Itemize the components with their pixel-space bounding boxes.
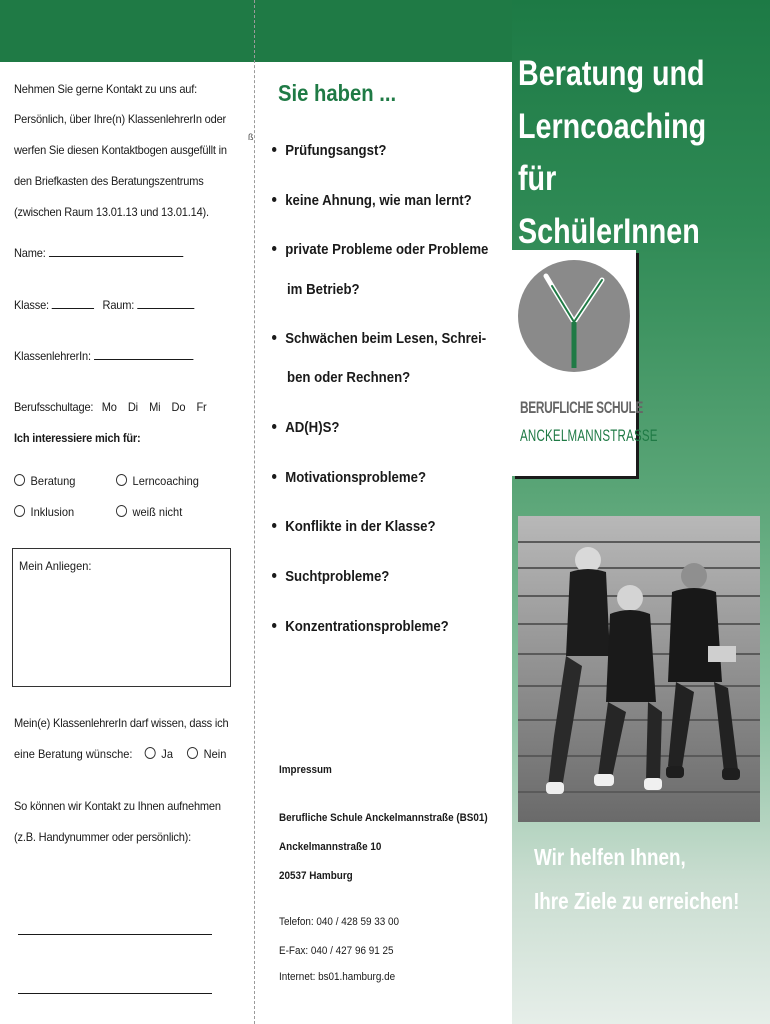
option-lerncoaching[interactable] (116, 474, 199, 488)
bullet-continuation: im Betrieb? (287, 281, 360, 298)
teacher-consent-line-1: Mein(e) KlassenlehrerIn darf wissen, dass ich (14, 716, 229, 730)
interest-label: Ich interessiere mich für: (14, 431, 141, 445)
bullet-dot (272, 573, 276, 578)
berufsschultage-label: Berufsschultage: (14, 400, 94, 414)
intro-line-3: werfen Sie diesen Kontaktbogen ausgefüllt in (14, 143, 227, 157)
day-mo[interactable]: Mo (101, 400, 117, 414)
cover-panel (512, 0, 770, 1024)
impressum-street: Anckelmannstraße 10 (279, 841, 382, 853)
klasse-field[interactable] (52, 299, 94, 309)
bullet-dot (272, 474, 276, 479)
stray-mark: ß (248, 132, 254, 142)
slogan-line-1: Wir helfen Ihnen, (534, 844, 686, 870)
option-weiss-nicht-label: weiß nicht (132, 505, 183, 519)
bullet-dot (272, 424, 276, 429)
impressum-fax: E-Fax: 040 / 427 96 91 25 (279, 945, 394, 957)
impressum-city: 20537 Hamburg (279, 870, 353, 882)
radio-ja[interactable] (145, 747, 156, 759)
berufsschultage-row (14, 400, 207, 414)
day-fr[interactable]: Fr (196, 400, 207, 414)
intro-line-4: den Briefkasten des Beratungszentrums (14, 174, 204, 188)
logo-text-line-2: ANCKELMANNSTRASSE (520, 426, 658, 445)
radio-lerncoaching[interactable] (116, 474, 127, 486)
option-inklusion-label: Inklusion (30, 505, 75, 519)
option-beratung[interactable] (14, 474, 75, 488)
contact-line-1: So können wir Kontakt zu Ihnen aufnehmen (14, 799, 221, 813)
contact-field-1[interactable] (18, 934, 212, 935)
bullet-dot (272, 623, 276, 628)
bullet-item: AD(H)S? (272, 419, 339, 436)
raum-label: Raum: (102, 298, 135, 312)
radio-inklusion[interactable] (14, 505, 25, 517)
contact-field-2[interactable] (18, 993, 212, 994)
bullet-dot (272, 523, 276, 528)
middle-title: Sie haben ... (278, 80, 397, 106)
radio-weiss-nicht[interactable] (116, 505, 127, 517)
intro-line-5: (zwischen Raum 13.01.13 und 13.01.14). (14, 205, 209, 219)
klassenlehrer-label: KlassenlehrerIn: (14, 349, 91, 363)
bullet-item: Motivationsprobleme? (272, 469, 426, 486)
option-beratung-label: Beratung (30, 474, 76, 488)
intro-line-2: Persönlich, über Ihre(n) KlassenlehrerIn oder (14, 112, 227, 126)
students-photo-image (518, 516, 760, 822)
top-green-band (0, 0, 512, 62)
radio-nein[interactable] (187, 747, 198, 759)
cover-title: Beratung und Lerncoaching für SchülerInnen (518, 54, 707, 251)
slogan-line-2: Ihre Ziele zu erreichen! (534, 888, 740, 914)
klassenlehrer-field[interactable] (94, 350, 193, 360)
bullet-item: Konflikte in der Klasse? (272, 518, 436, 535)
raum-field[interactable] (137, 299, 194, 309)
bullet-continuation: ben oder Rechnen? (287, 369, 411, 386)
option-lerncoaching-label: Lerncoaching (132, 474, 199, 488)
bullet-item: private Probleme oder Probleme (272, 241, 488, 258)
klassenlehrer-row (14, 349, 193, 363)
impressum-school: Berufliche Schule Anckelmannstraße (BS01) (279, 812, 488, 824)
nein-label: Nein (203, 747, 227, 761)
radio-beratung[interactable] (14, 474, 25, 486)
bullet-item: Schwächen beim Lesen, Schrei- (272, 330, 486, 347)
day-do[interactable]: Do (171, 400, 186, 414)
impressum-heading: Impressum (279, 764, 332, 776)
contact-line-2: (z.B. Handynummer oder persönlich): (14, 830, 192, 844)
name-row (14, 246, 183, 260)
teacher-consent-row (14, 747, 226, 761)
bullet-dot (272, 335, 276, 340)
school-logo-icon (512, 250, 636, 390)
intro-line-1: Nehmen Sie gerne Kontakt zu uns auf: (14, 82, 198, 96)
teacher-consent-line-2: eine Beratung wünsche: (14, 747, 133, 761)
impressum-internet[interactable]: Internet: bs01.hamburg.de (279, 971, 396, 983)
anliegen-label: Mein Anliegen: (19, 559, 92, 573)
bullet-item: Prüfungsangst? (272, 142, 386, 159)
day-di[interactable]: Di (127, 400, 138, 414)
bullet-item: keine Ahnung, wie man lernt? (272, 192, 472, 209)
bullet-item: Konzentrationsprobleme? (272, 618, 449, 635)
bullet-dot (272, 197, 276, 202)
option-weiss-nicht[interactable] (116, 505, 182, 519)
ja-label: Ja (161, 747, 173, 761)
bullet-dot (272, 147, 276, 152)
bullet-item: Suchtprobleme? (272, 568, 389, 585)
klasse-row (14, 298, 194, 312)
option-inklusion[interactable] (14, 505, 74, 519)
impressum-phone: Telefon: 040 / 428 59 33 00 (279, 916, 400, 928)
school-logo (512, 250, 658, 476)
students-photo (518, 516, 760, 822)
klasse-label: Klasse: (14, 298, 49, 312)
name-field[interactable] (49, 247, 183, 257)
logo-text-line-1: BERUFLICHE SCHULE (520, 398, 643, 417)
name-label: Name: (14, 246, 46, 260)
fold-line (254, 0, 255, 1024)
anliegen-textarea[interactable] (12, 548, 231, 687)
day-mi[interactable]: Mi (149, 400, 161, 414)
bullet-dot (272, 246, 276, 251)
